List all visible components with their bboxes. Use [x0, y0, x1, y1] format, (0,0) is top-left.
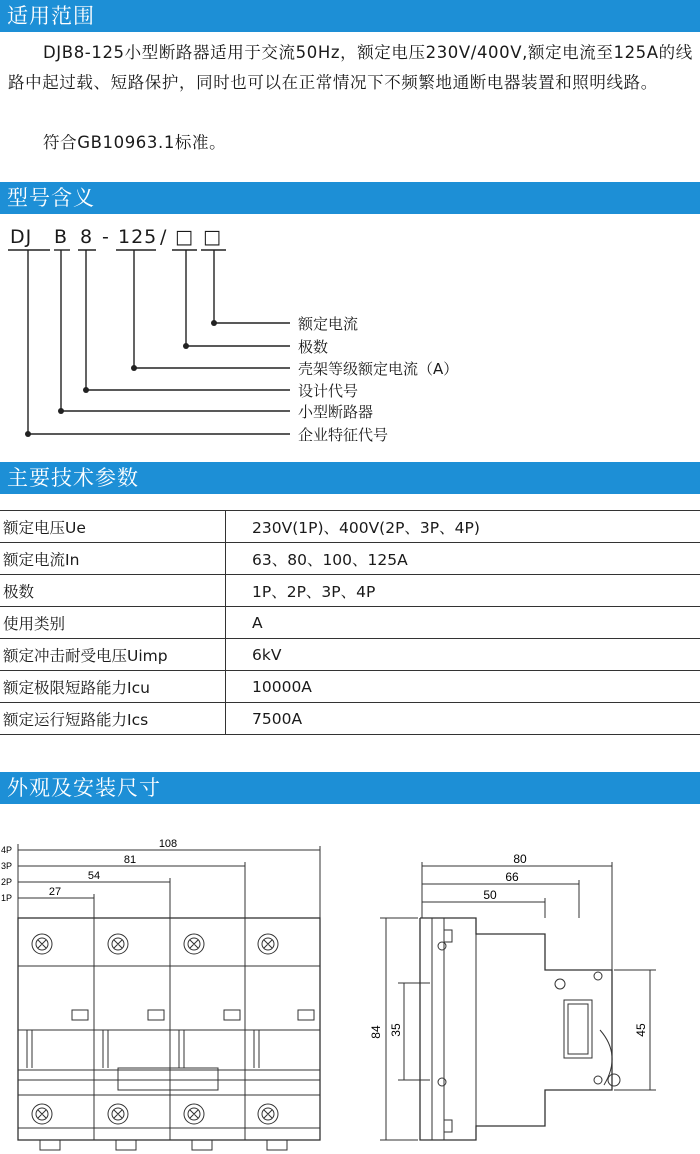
model-part-slash: /	[160, 226, 168, 248]
label-company-code: 企业特征代号	[298, 426, 389, 444]
spec-value: 6kV	[226, 639, 700, 671]
label-poles: 极数	[298, 338, 329, 356]
dim-35: 35	[389, 1023, 403, 1037]
spec-value: A	[226, 607, 700, 639]
section-bar-dimensions	[0, 772, 700, 804]
model-part-dj: DJ	[10, 226, 33, 248]
table-row	[0, 639, 700, 671]
spec-key: 额定极限短路能力Icu	[0, 671, 226, 703]
dim-27: 27	[48, 886, 62, 898]
section-bar-specs	[0, 462, 700, 494]
dim-50: 50	[483, 888, 497, 902]
spec-value: 7500A	[226, 703, 700, 735]
table-row	[0, 607, 700, 639]
spec-key: 额定电流In	[0, 543, 226, 575]
spec-value: 230V(1P)、400V(2P、3P、4P)	[226, 511, 700, 543]
spec-table	[0, 510, 700, 735]
dim-84: 84	[369, 1025, 383, 1039]
side-view-drawing	[360, 832, 700, 1154]
table-row	[0, 575, 700, 607]
spec-key: 额定电压Ue	[0, 511, 226, 543]
spec-value: 10000A	[226, 671, 700, 703]
section-title-model: 型号含义	[7, 186, 95, 210]
dim-108: 108	[158, 838, 178, 850]
model-part-dash: -	[102, 226, 110, 248]
front-view-drawing	[0, 832, 340, 1154]
dim-66: 66	[505, 870, 519, 884]
label-rated-current: 额定电流	[298, 315, 359, 333]
spec-key: 使用类别	[0, 607, 226, 639]
section-bar-model	[0, 182, 700, 214]
pole-label-4p: 4P	[1, 845, 13, 855]
model-part-box2: □	[203, 226, 222, 248]
table-row	[0, 543, 700, 575]
model-part-box1: □	[175, 226, 194, 248]
table-row	[0, 671, 700, 703]
dim-81: 81	[123, 854, 137, 866]
spec-value: 1P、2P、3P、4P	[226, 575, 700, 607]
pole-label-2p: 2P	[1, 877, 13, 887]
section-title-dimensions: 外观及安装尺寸	[7, 776, 161, 800]
model-part-8: 8	[80, 226, 94, 248]
table-row	[0, 511, 700, 543]
pole-label-3p: 3P	[1, 861, 13, 871]
label-design-code: 设计代号	[298, 382, 359, 400]
section-bar-scope	[0, 0, 700, 32]
dim-45: 45	[634, 1023, 648, 1037]
table-row	[0, 703, 700, 735]
model-part-125: 125	[118, 226, 158, 248]
standard-paragraph: 符合GB10963.1标准。	[43, 133, 227, 152]
spec-key: 额定运行短路能力Ics	[0, 703, 226, 735]
spec-key: 额定冲击耐受电压Uimp	[0, 639, 226, 671]
scope-paragraph: DJB8-125小型断路器适用于交流50Hz，额定电压230V/400V,额定电流至125A的线路中起过载、短路保护，同时也可以在正常情况下不频繁地通断电器装置和照明线路。	[8, 43, 693, 92]
model-part-b: B	[54, 226, 69, 248]
spec-key: 极数	[0, 575, 226, 607]
dim-54: 54	[87, 870, 101, 882]
spec-value: 63、80、100、125A	[226, 543, 700, 575]
section-title-specs: 主要技术参数	[7, 466, 139, 490]
label-frame-current: 壳架等级额定电流（A）	[298, 360, 459, 378]
section-title-scope: 适用范围	[7, 4, 95, 28]
pole-label-1p: 1P	[1, 893, 13, 903]
dim-80: 80	[513, 852, 527, 866]
label-mcb: 小型断路器	[298, 403, 374, 421]
